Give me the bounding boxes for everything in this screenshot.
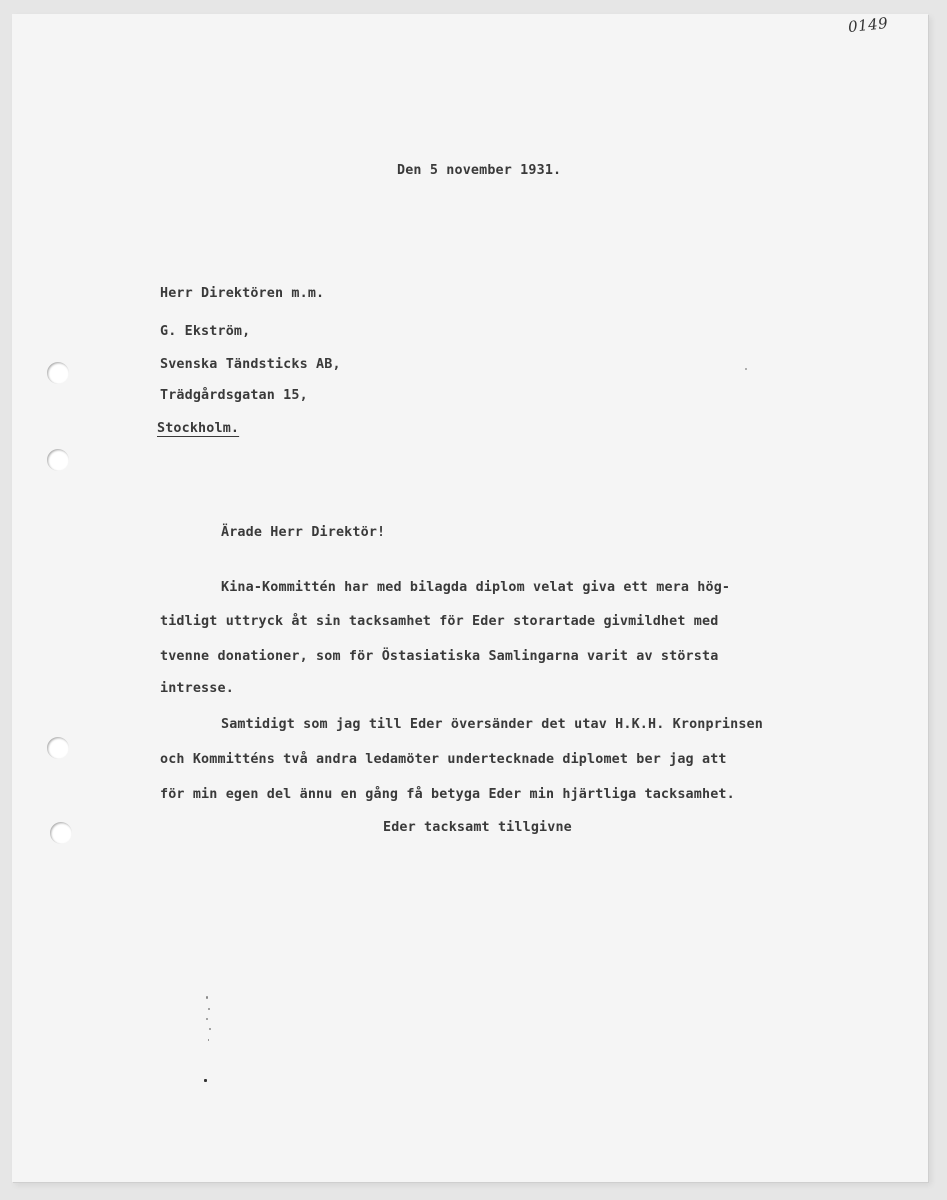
punch-hole [47, 362, 69, 384]
date-line: Den 5 november 1931. [397, 163, 562, 178]
letter-page [12, 14, 928, 1182]
closing-line: Eder tacksamt tillgivne [383, 820, 572, 835]
paper-speck [208, 1039, 209, 1041]
body-line: intresse. [160, 681, 234, 696]
address-line-city: Stockholm. [157, 421, 240, 436]
address-line-street: Trädgårdsgatan 15, [160, 388, 308, 403]
punch-hole [47, 449, 69, 471]
body-line: Samtidigt som jag till Eder översänder det utav H.K.H. Kronprinsen [221, 717, 763, 732]
body-line: tvenne donationer, som för Östasiatiska Samlingarna varit av största [160, 649, 719, 664]
salutation: Ärade Herr Direktör! [221, 525, 386, 540]
paper-speck [745, 368, 747, 370]
paper-speck [206, 1018, 208, 1020]
paper-speck [206, 996, 208, 999]
punch-hole [50, 822, 72, 844]
body-line: för min egen del ännu en gång få betyga Eder min hjärtliga tacksamhet. [160, 787, 735, 802]
punch-hole [47, 737, 69, 759]
paper-speck [209, 1028, 211, 1030]
body-line: och Kommitténs två andra ledamöter undertecknade diplomet ber jag att [160, 752, 727, 767]
address-line-recipient-title: Herr Direktören m.m. [160, 286, 325, 301]
address-line-recipient-name: G. Ekström, [160, 324, 251, 339]
page-number: 0149 [847, 13, 890, 37]
paper-speck [204, 1079, 207, 1082]
paper-speck [208, 1008, 210, 1010]
address-line-company: Svenska Tändsticks AB, [160, 357, 341, 372]
body-line: tidligt uttryck åt sin tacksamhet för Eder storartade givmildhet med [160, 614, 719, 629]
body-line: Kina-Kommittén har med bilagda diplom velat giva ett mera hög- [221, 580, 731, 595]
